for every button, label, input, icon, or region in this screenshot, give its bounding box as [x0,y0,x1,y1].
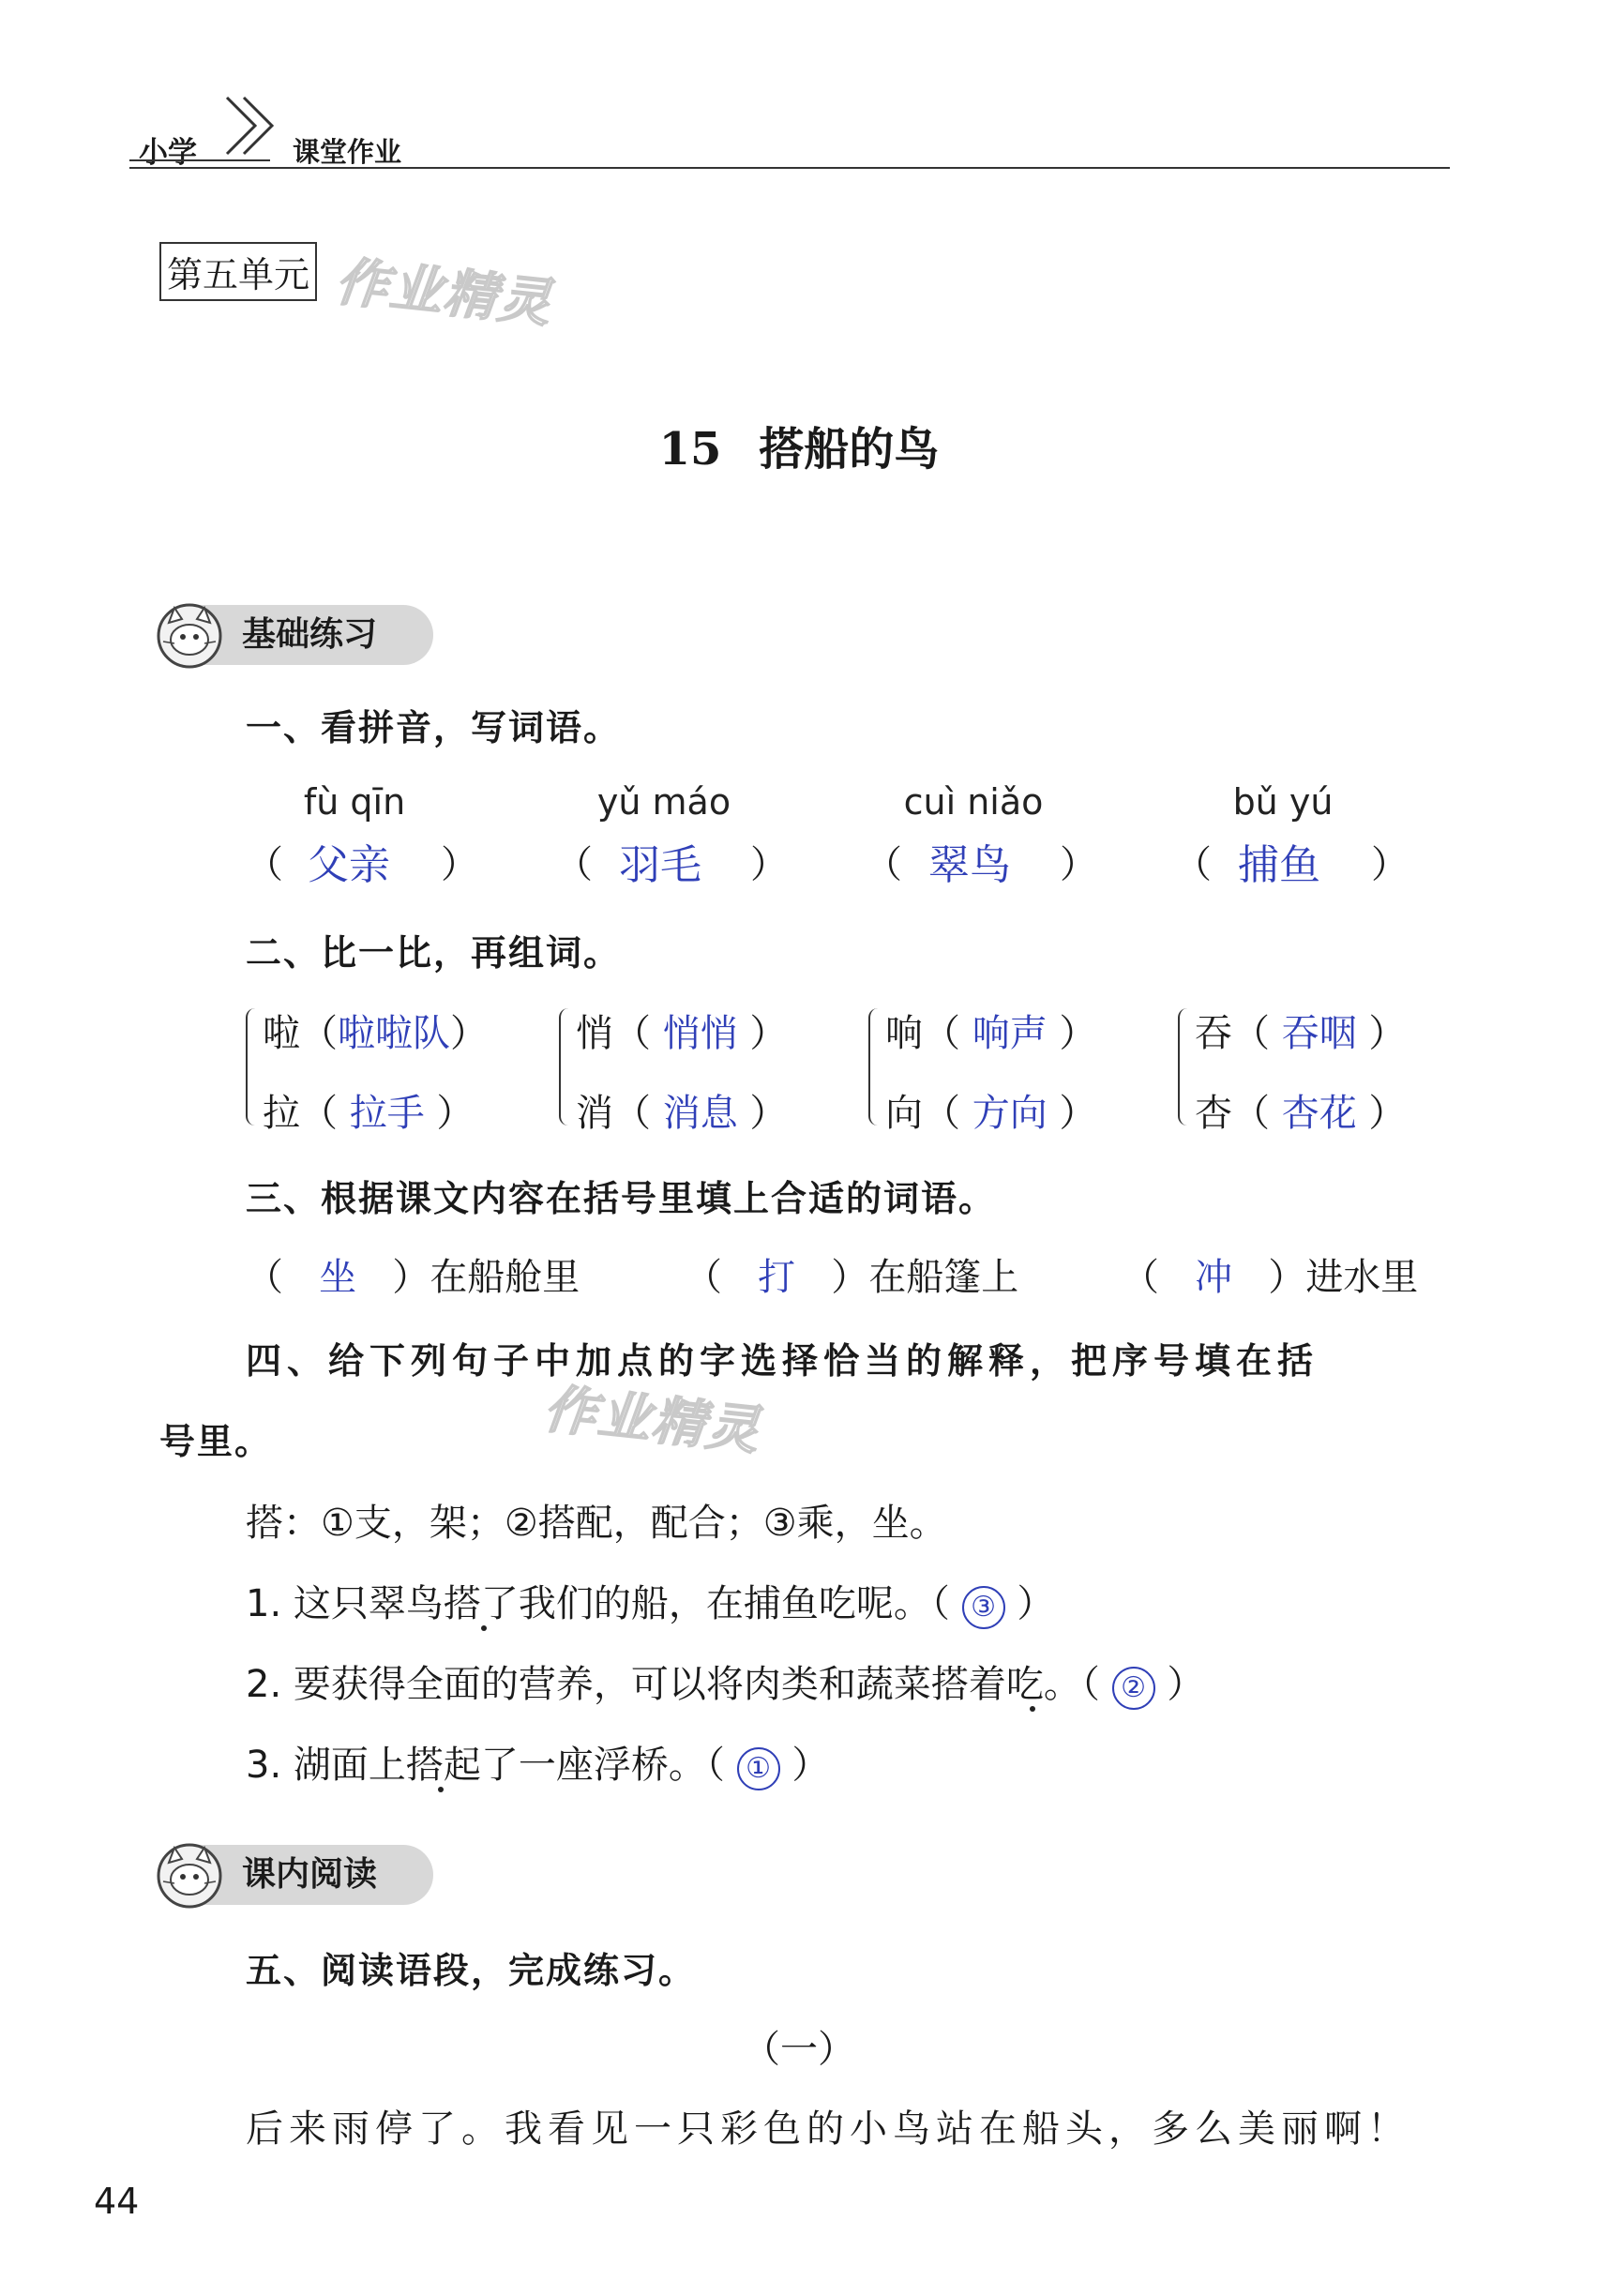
paren-open: （ [865,843,902,886]
q2-answer: 悄悄 [662,1012,738,1055]
q4-item-2: 2. 要获得全面的营养，可以将肉类和蔬菜搭着吃。（ ② ） [246,1654,1204,1710]
q2-answer: 啦啦队 [338,1012,450,1055]
paren-open: （ [1174,843,1212,886]
brace [246,1008,261,1125]
cat-icon [156,602,223,670]
lesson-name: 搭船的鸟 [759,423,940,476]
q2-answer: 响声 [972,1012,1048,1055]
q5-part: （一） [743,2028,855,2071]
paren-close: ） [750,843,788,886]
q4-item-1: 1. 这只翠鸟搭了我们的船，在捕鱼吃呢。（ ③ ） [246,1574,1054,1629]
q2-answer: 消息 [662,1092,738,1135]
brace [868,1008,883,1125]
q2-row: 杏（ 杏花 ） [1195,1092,1407,1135]
q2-row: 吞（ 吞咽 ） [1195,1012,1407,1055]
cat-icon [156,1842,223,1910]
q4-answer-3: ① [737,1747,780,1790]
unit-label: 第五单元 [159,242,317,301]
emphasis-dot [481,1625,487,1631]
q3-title: 三、根据课文内容在括号里填上合适的词语。 [246,1178,997,1219]
q1-answer-1: 父亲 [308,841,390,889]
q4-answer-1: ③ [962,1586,1005,1629]
pinyin-3: cuì niǎo [903,781,1044,823]
page-number: 44 [94,2181,140,2222]
q2-answer: 拉手 [349,1092,425,1135]
emphasis-dot [1030,1706,1035,1712]
q2-row: 响（ 响声 ） [885,1012,1097,1055]
q5-passage: 后来雨停了。我看见一只彩色的小鸟站在船头，多么美丽啊！ [246,2107,1410,2151]
q2-row: 悄（ 悄悄 ） [576,1012,788,1055]
paren-close: ） [1371,843,1409,886]
watermark: 作业精灵 [332,251,556,335]
q3-item-2: （ 打 ）在船篷上 [685,1256,1019,1299]
header-book: 课堂作业 [293,136,402,168]
brace [1178,1008,1193,1125]
q4-answer-2: ② [1112,1667,1155,1710]
header-series: 小学 [139,136,197,170]
q2-row: 消（ 消息 ） [576,1092,788,1135]
lesson-title [0,413,1598,477]
q2-answer: 方向 [972,1092,1048,1135]
watermark: 作业精灵 [540,1379,764,1462]
q4-title-line1: 四、给下列句子中加点的字选择恰当的解释，把序号填在括 [246,1340,1319,1382]
q2-row: 向（ 方向 ） [885,1092,1097,1135]
q5-title: 五、阅读语段，完成练习。 [246,1950,697,1991]
paren-close: ） [441,843,478,886]
section-basic: 基础练习 [158,605,433,665]
q2-row: 啦（啦啦队） [263,1012,488,1055]
paren-open: （ [555,843,593,886]
brace [559,1008,574,1125]
paren-close: ） [1060,843,1097,886]
pinyin-4: bǔ yú [1232,781,1334,823]
emphasis-dot [438,1787,444,1792]
q2-answer: 吞咽 [1281,1012,1357,1055]
q2-row: 拉（ 拉手 ） [263,1092,475,1135]
q2-answer: 杏花 [1281,1092,1357,1135]
paren-open: （ [246,843,283,886]
pinyin-1: fù qīn [303,781,406,823]
q4-definition: 搭：①支，架；②搭配，配合；③乘，坐。 [246,1502,947,1545]
q1-answer-2: 羽毛 [619,841,701,889]
lesson-number: 15 [658,423,722,476]
q4-item-3: 3. 湖面上搭起了一座浮桥。（ ① ） [246,1735,829,1790]
header-rule-short [129,159,270,161]
q4-title-line2: 号里。 [159,1421,273,1462]
q2-title: 二、比一比，再组词。 [246,932,622,974]
q3-item-3: （ 冲 ）进水里 [1122,1256,1419,1299]
section-reading: 课内阅读 [158,1845,433,1905]
q3-item-1: （ 坐 ）在船舱里 [246,1256,580,1299]
chevron-right-icon [218,90,283,156]
q1-answer-3: 翠鸟 [928,841,1011,889]
pinyin-2: yǔ máo [596,781,731,823]
q1-title: 一、看拼音，写词语。 [246,707,622,748]
header-rule [129,167,1450,169]
q1-answer-4: 捕鱼 [1238,841,1320,889]
